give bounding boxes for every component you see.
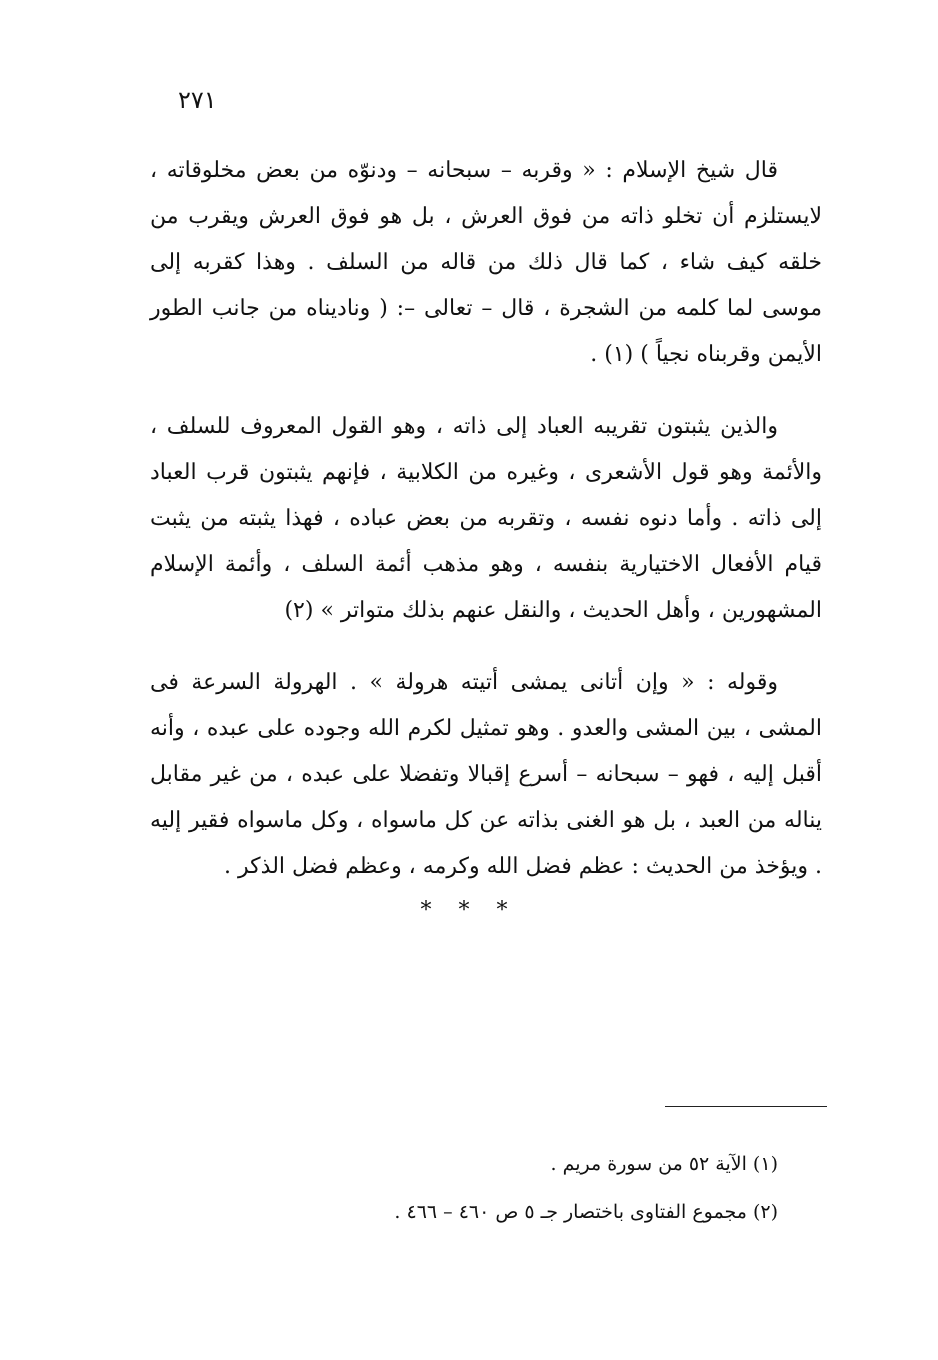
section-separator: * * * [420,898,518,923]
footnotes [150,1140,778,1236]
page-number: ٢٧١ [178,86,217,114]
footnote-divider [665,1106,827,1107]
paragraph-3: وقوله : « وإن أتانى يمشى أتيته هرولة » . الهرولة السرعة فى المشى ، بين المشى والعدو . وهو تمثيل لكرم الله وجوده على عبده ، وأنه أقبل إليه ، فهو – سبحانه – أسرع إقبالا وتفضلا على عبده ، من غير مقابل يناله من العبد ، بل هو الغنى بذاته عن كل ماسواه ، وكل ماسواه فقير إليه . ويؤخذ من الحديث : عظم فضل الله وكرمه ، وعظم فضل الذكر . [150,670,822,879]
main-text [150,148,822,890]
paragraph-2: والذين يثبتون تقريبه العباد إلى ذاته ، وهو القول المعروف للسلف ، والأئمة وهو قول الأشعرى ، وغيره من الكلابية ، فإنهم يثبتون قرب العباد إلى ذاته . وأما دنوه نفسه ، وتقربه من بعض عباده ، فهذا يثبته من يثبت قيام الأفعال الاختيارية بنفسه ، وهو مذهب أئمة السلف ، وأئمة الإسلام المشهورين ، وأهل الحديث ، والنقل عنهم بذلك متواتر » (٢) [150,414,822,623]
paragraph-1: قال شيخ الإسلام : « وقربه – سبحانه – ودنوّه من بعض مخلوقاته ، لايستلزم أن تخلو ذاته من فوق العرش ، بل هو فوق العرش ويقرب من خلقه كيف شاء ، كما قال ذلك من قاله من السلف . وهذا كقربه إلى موسى لما كلمه من الشجرة ، قال – تعالى –: ( وناديناه من جانب الطور الأيمن وقربناه نجياً ) (١) . [150,158,822,367]
footnote-1: (١) الآية ٥٢ من سورة مريم . [550,1153,778,1175]
footnote-2: (٢) مجموع الفتاوى باختصار جـ ٥ ص ٤٦٠ – ٤٦٦ . [394,1201,778,1223]
